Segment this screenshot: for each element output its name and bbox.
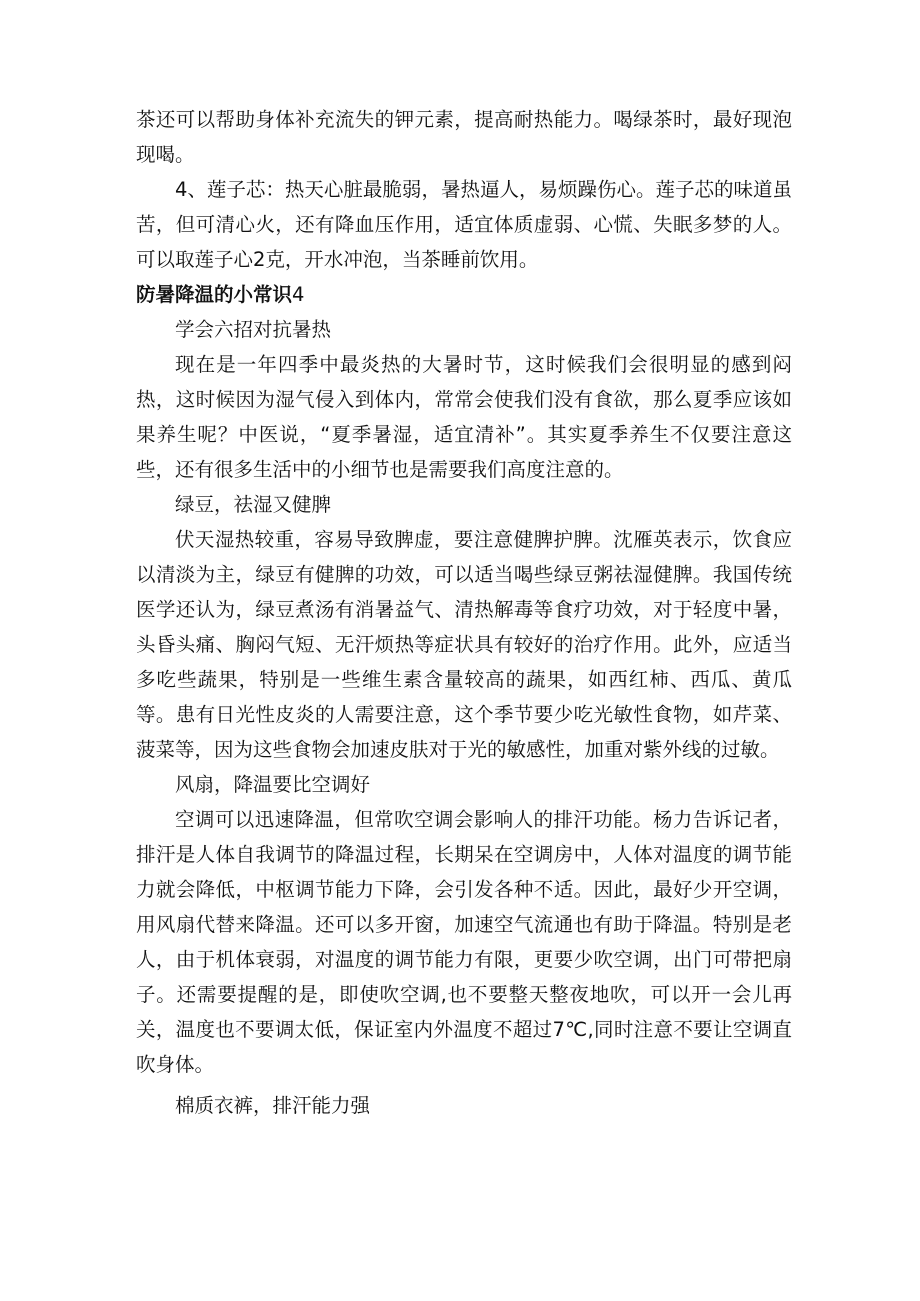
- subheading-mung-bean: 绿豆，祛湿又健脾: [175, 493, 332, 516]
- subheading-six-tips: 学会六招对抗暑热: [175, 318, 332, 341]
- paragraph-fan: 空调可以迅速降温，但常吹空调会影响人的排汗功能。杨力告诉记者，排汗是人体自我调节的降温过程，长期呆在空调房中，人体对温度的调节能力就会降低，中枢调节能力下降，会引发各种不适。因此，最好少开空调，用风扇代替来降温。还可以多开窗，加速空气流通也有助于降温。特别是老人，由于机体衰弱，对温度的调节能力有限，更要少吹空调，出门可带把扇子。还需要提醒的是，即使吹空调,也不要整天整夜地吹，可以开一会儿再关，温度也不要调太低，保证室内外温度不超过7℃,同时注意不要让空调直吹身体。: [136, 808, 792, 1076]
- paragraph-green-tea-end: 茶还可以帮助身体补充流失的钾元素，提高耐热能力。喝绿茶时，最好现泡现喝。: [136, 108, 792, 166]
- subheading-fan: 风扇，降温要比空调好: [175, 773, 371, 796]
- section-heading: [136, 277, 792, 312]
- section-heading-number: 4: [292, 283, 305, 306]
- subheading-cotton-clothes: 棉质衣裤，排汗能力强: [175, 1094, 371, 1117]
- paragraph-lotus-seed-core: 4、莲子芯：热天心脏最脆弱，暑热逼人，易烦躁伤心。莲子芯的味道虽苦，但可清心火，还有降血压作用，适宜体质虚弱、心慌、失眠多梦的人。可以取莲子心2克，开水冲泡，当茶睡前饮用。: [136, 178, 792, 271]
- paragraph-mung-bean: 伏天湿热较重，容易导致脾虚，要注意健脾护脾。沈雁英表示，饮食应以清淡为主，绿豆有健脾的功效，可以适当喝些绿豆粥祛湿健脾。我国传统医学还认为，绿豆煮汤有消暑益气、清热解毒等食疗功效，对于轻度中暑，头昏头痛、胸闷气短、无汗烦热等症状具有较好的治疗作用。此外，应适当多吃些蔬果，特别是一些维生素含量较高的蔬果，如西红柿、西瓜、黄瓜等。患有日光性皮炎的人需要注意，这个季节要少吃光敏性食物，如芹菜、菠菜等，因为这些食物会加速皮肤对于光的敏感性，加重对紫外线的过敏。: [136, 528, 792, 761]
- paragraph-intro: 现在是一年四季中最炎热的大暑时节，这时候我们会很明显的感到闷热，这时候因为湿气侵入到体内，常常会使我们没有食欲，那么夏季应该如果养生呢？中医说，“夏季暑湿，适宜清补”。其实夏季养生不仅要注意这些，还有很多生活中的小细节也是需要我们高度注意的。: [136, 353, 792, 481]
- document-body: [136, 102, 792, 1123]
- section-heading-text: 防暑降温的小常识: [136, 283, 293, 306]
